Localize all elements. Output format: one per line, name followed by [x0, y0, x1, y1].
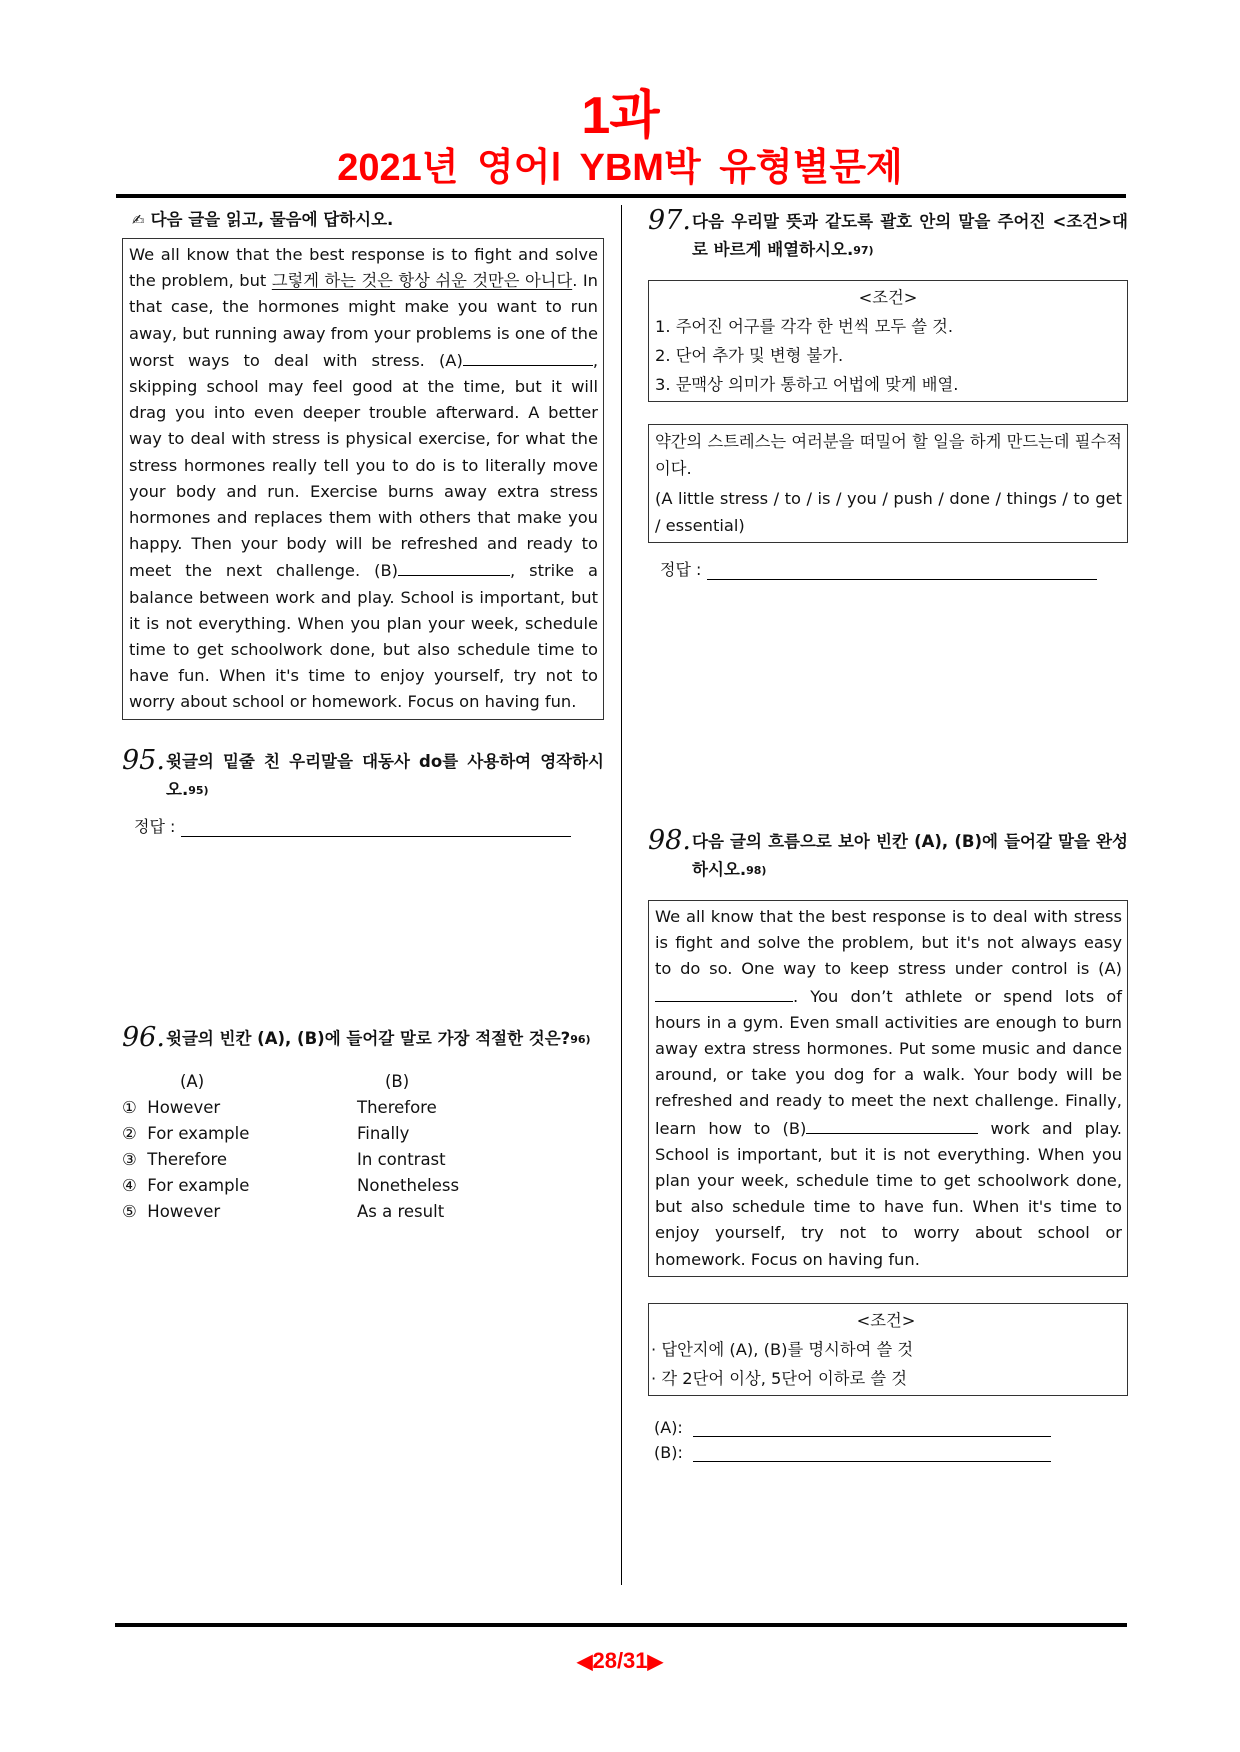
answer-label: 정답 : [660, 560, 702, 579]
question-96 [122, 1023, 604, 1055]
word-bank: (A little stress / to / is / you / push / done / things / to get / essential) [655, 489, 1122, 535]
footnote-ref: 98) [746, 864, 767, 877]
left-column [122, 200, 604, 1225]
footnote-ref: 96) [570, 1032, 591, 1046]
question-number: 98. [648, 825, 691, 856]
choice-3[interactable]: ③ Therefore In contrast [122, 1149, 446, 1169]
blank-b [806, 1115, 978, 1134]
blank-a [463, 347, 593, 366]
q98-answer-a [654, 1418, 1128, 1437]
q97-prompt-box [648, 424, 1128, 543]
page-indicator: 28/31 [592, 1648, 648, 1673]
condition-1: 1. 주어진 어구를 각각 한 번씩 모두 쓸 것. [655, 317, 954, 336]
passage-instruction [132, 206, 604, 234]
right-column [648, 200, 1128, 1462]
conditions-title: <조건> [856, 1310, 916, 1330]
conditions-title: <조건> [858, 288, 918, 307]
writing-hand-icon: ✍ [132, 211, 145, 229]
q97-conditions-box [648, 280, 1128, 402]
q98-conditions-box [648, 1303, 1128, 1396]
q98-answer-b [654, 1443, 1128, 1462]
column-divider [621, 205, 622, 1585]
question-prompt: 다음 글의 흐름으로 보아 빈칸 (A), (B)에 들어갈 말을 완성하시오.$^{98)}$ [692, 832, 1128, 879]
blank-b [398, 557, 510, 576]
left-arrow-icon: ◀ [577, 1651, 593, 1673]
answer-a-label: (A): [654, 1417, 683, 1437]
footnote-ref: 95) [188, 783, 209, 797]
question-97 [648, 206, 1128, 266]
answer-b-label: (B): [654, 1442, 683, 1462]
question-number: 95. [122, 744, 165, 776]
question-number: 97. [648, 205, 691, 236]
condition-2: · 각 2단어 이상, 5단어 이하로 쓸 것 [651, 1368, 908, 1388]
korean-sentence: 약간의 스트레스는 여러분을 떠밀어 할 일을 하게 만드는데 필수적이다. [655, 432, 1122, 478]
worksheet-subtitle: 2021년 영어Ⅰ YBM박 유형별문제 [337, 147, 903, 189]
choice-2[interactable]: ② For example Finally [122, 1123, 410, 1143]
lesson-title: 1과 [581, 87, 659, 145]
question-98 [648, 826, 1128, 886]
question-95 [122, 746, 604, 806]
condition-2: 2. 단어 추가 및 변형 불가. [655, 346, 844, 365]
answer-label: 정답 : [134, 816, 176, 836]
page-number [0, 1648, 1240, 1674]
choices-header: (A) (B) [180, 1071, 410, 1091]
instruction-text: 다음 글을 읽고, 물음에 답하시오. [150, 210, 394, 229]
answer-line[interactable] [181, 818, 571, 837]
footnote-ref: 97) [853, 244, 874, 257]
q97-answer [660, 557, 1128, 580]
question-number: 96. [122, 1021, 165, 1053]
answer-a-line[interactable] [693, 1418, 1051, 1437]
q95-answer [134, 814, 604, 837]
answer-b-line[interactable] [693, 1443, 1051, 1462]
q96-choices [122, 1069, 604, 1225]
choice-4[interactable]: ④ For example Nonetheless [122, 1175, 460, 1195]
blank-a [655, 983, 793, 1002]
condition-3: 3. 문맥상 의미가 통하고 어법에 맞게 배열. [655, 375, 959, 394]
choice-5[interactable]: ⑤ However As a result [122, 1201, 445, 1221]
question-prompt: 윗글의 밑줄 친 우리말을 대동사 do를 사용하여 영작하시오.$^{95)}$ [166, 751, 604, 799]
right-arrow-icon: ▶ [647, 1651, 663, 1673]
answer-line[interactable] [707, 561, 1097, 580]
top-rule-divider [116, 194, 1126, 198]
underlined-korean-phrase: 그렇게 하는 것은 항상 쉬운 것만은 아니다 [271, 271, 573, 291]
choice-1[interactable]: ① However Therefore [122, 1097, 437, 1117]
condition-1: · 답안지에 (A), (B)를 명시하여 쓸 것 [651, 1339, 914, 1359]
reading-passage: We all know that the best response is to fight and solve the problem, but 그렇게 하는 것은 항상 쉬운 것만은 아니다. In that case, the hormones might make you want to run away, but running away from your problems is one of the worst ways to deal with stress. (A) , skipping school may feel good at the time, but it will drag you into even deeper trouble afterward. A better way to deal with stress is physical exercise, for what the stress hormones really tell you to do is to literally move your body and run. Exercise burns away extra stress hormones and replaces them with others that make you happy. Then your body will be refreshed and ready to meet the next challenge. (B) , strike a balance between work and play. School is important, but it is not everything. When you plan your week, schedule time to get schoolwork done, but also schedule time to have fun. When it's time to enjoy yourself, try not to worry about school or homework. Focus on having fun. [122, 238, 604, 720]
question-prompt: 다음 우리말 뜻과 같도록 괄호 안의 말을 주어진 <조건>대로 바르게 배열하시오.$^{97)}$ [692, 212, 1128, 259]
q98-passage: We all know that the best response is to deal with stress is fight and solve the problem, but it's not always easy to do so. One way to keep stress under control is (A). You don’t athlete or spend lots of hours in a gym. Even small activities are enough to burn away extra stress hormones. Put some music and dance around, or take you dog for a walk. Your body will be refreshed and ready to meet the next challenge. Finally, learn how to (B) work and play. School is important, but it is not everything. When you plan your week, schedule time to get schoolwork done, but also schedule time to have fun. When it's time to enjoy yourself, try not to worry about school or homework. Focus on having fun. [648, 900, 1128, 1277]
bottom-rule-divider [115, 1623, 1127, 1627]
question-prompt: 윗글의 빈칸 (A), (B)에 들어갈 말로 가장 적절한 것은?$^{96)}$ [166, 1028, 591, 1048]
